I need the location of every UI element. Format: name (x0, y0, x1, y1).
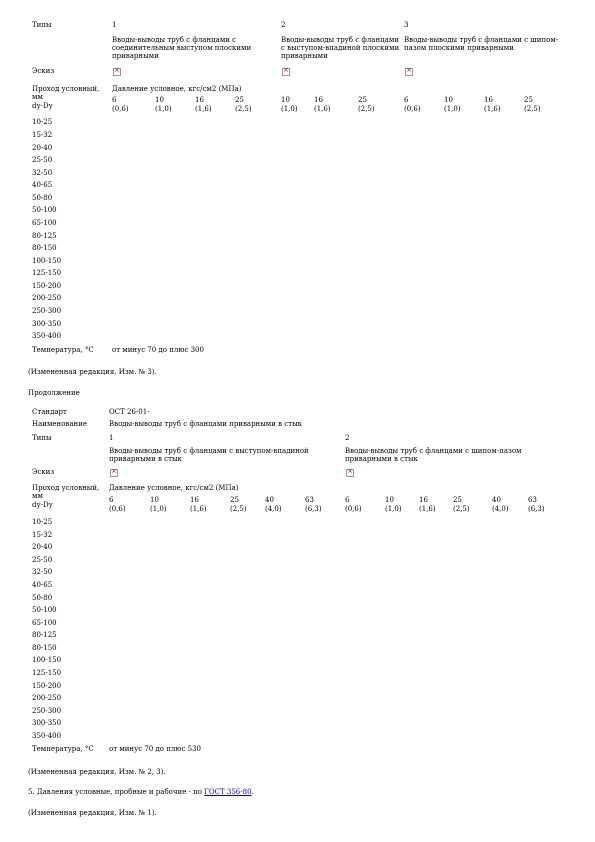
mpa-value: (1,6) (195, 105, 212, 113)
pressure-value: 25 (235, 96, 244, 104)
name-value: Вводы-выводы труб с фланцами приварными в стык (109, 420, 303, 428)
pressure-value: 25 (453, 496, 462, 504)
table-row: 200-250 (32, 694, 62, 702)
mpa-value: (4,0) (492, 505, 509, 513)
temperature-label: Температура, °С (32, 745, 94, 753)
pressure-value: 16 (419, 496, 428, 504)
type-number: 1 (112, 21, 117, 29)
mpa-value: (4,0) (265, 505, 282, 513)
pressure-value: 63 (528, 496, 537, 504)
pressure-value: 63 (305, 496, 314, 504)
pressure-label: Давление условное, кгс/см2 (МПа) (112, 85, 242, 93)
table-row: 10-25 (32, 118, 53, 126)
type-description: Вводы-выводы труб с фланцами с выступом-впадиной плоскими приварными (281, 36, 400, 61)
type-number: 1 (109, 434, 114, 442)
broken-image-icon (405, 68, 413, 76)
type-number: 3 (404, 21, 409, 29)
pressure-value: 25 (358, 96, 367, 104)
table-row: 350-400 (32, 332, 62, 340)
mpa-value: (0,6) (404, 105, 421, 113)
change-note: (Измененная редакция, Изм. № 2, 3). (28, 768, 166, 776)
mpa-value: (2,5) (358, 105, 375, 113)
table-row: 32-50 (32, 169, 53, 177)
mpa-value: (1,0) (444, 105, 461, 113)
change-note: (Измененная редакция, Изм. № 3). (28, 368, 157, 376)
mpa-value: (0,6) (345, 505, 362, 513)
table-row: 350-400 (32, 732, 62, 740)
mpa-value: (1,6) (190, 505, 207, 513)
pressure-value: 10 (444, 96, 453, 104)
type-description: Вводы-выводы труб с фланцами с шипом-пазом приварными в стык (345, 447, 522, 464)
pressure-value: 10 (385, 496, 394, 504)
table-row: 40-65 (32, 581, 53, 589)
table-row: 15-32 (32, 531, 53, 539)
table-row: 100-150 (32, 656, 62, 664)
mpa-value: (1,0) (385, 505, 402, 513)
broken-image-icon (282, 68, 290, 76)
table-row: 125-150 (32, 269, 62, 277)
table-row: 200-250 (32, 294, 62, 302)
table-row: 50-80 (32, 194, 53, 202)
pressure-value: 25 (524, 96, 533, 104)
continuation-label: Продолжение (28, 389, 80, 397)
pressure-value: 10 (150, 496, 159, 504)
change-note: (Измененная редакция, Изм. № 1). (28, 809, 157, 817)
pressure-value: 16 (314, 96, 323, 104)
table-row: 80-125 (32, 232, 57, 240)
standard-label: Стандарт (32, 408, 67, 416)
type-number: 2 (281, 21, 286, 29)
type-description: Вводы-выводы труб с фланцами с выступом-впадиной приварными в стык (109, 447, 309, 464)
table-row: 125-150 (32, 669, 62, 677)
mpa-value: (2,5) (524, 105, 541, 113)
types-label: Типы (32, 21, 52, 29)
mpa-value: (1,0) (150, 505, 167, 513)
table-row: 250-300 (32, 707, 62, 715)
type-description: Вводы-выводы труб с фланцами с соединительным выступом плоскими приварными (112, 36, 252, 61)
pressure-value: 10 (155, 96, 164, 104)
table-row: 25-50 (32, 156, 53, 164)
table-row: 150-200 (32, 282, 62, 290)
temperature-value: от минус 70 до плюс 530 (109, 745, 201, 753)
pressure-value: 10 (281, 96, 290, 104)
pressure-value: 40 (265, 496, 274, 504)
item-5-end: . (251, 788, 254, 796)
table-row: 15-32 (32, 131, 53, 139)
item-5-text: 5. Давления условные, пробные и рабочие - по (28, 788, 205, 796)
table-row: 100-150 (32, 257, 62, 265)
pressure-value: 6 (345, 496, 350, 504)
mpa-value: (1,6) (314, 105, 331, 113)
mpa-value: (2,5) (230, 505, 247, 513)
table-row: 80-125 (32, 631, 57, 639)
pressure-value: 16 (484, 96, 493, 104)
gost-link[interactable]: ГОСТ 356-80 (204, 788, 252, 796)
mpa-value: (1,6) (419, 505, 436, 513)
dy-label: dу-Dу (32, 102, 53, 110)
dy-label: dу-Dу (32, 501, 53, 509)
table-row: 150-200 (32, 682, 62, 690)
mpa-value: (1,0) (155, 105, 172, 113)
broken-image-icon (110, 469, 118, 477)
mpa-value: (6,3) (305, 505, 322, 513)
table-row: 10-25 (32, 518, 53, 526)
passage-label: Проход условный, мм (32, 85, 100, 102)
table-row: 25-50 (32, 556, 53, 564)
pressure-value: 16 (195, 96, 204, 104)
mpa-value: (6,3) (528, 505, 545, 513)
pressure-value: 6 (109, 496, 114, 504)
pressure-label: Давление условное, кгс/см2 (МПа) (109, 484, 239, 492)
table-row: 300-350 (32, 320, 62, 328)
table-row: 65-100 (32, 219, 57, 227)
table-row: 300-350 (32, 719, 62, 727)
pressure-value: 25 (230, 496, 239, 504)
item-5-paragraph (28, 788, 254, 796)
table-row: 80-150 (32, 644, 57, 652)
table-row: 50-100 (32, 206, 57, 214)
table-row: 32-50 (32, 568, 53, 576)
standard-value: ОСТ 26-01- (109, 408, 150, 416)
mpa-value: (0,6) (112, 105, 129, 113)
table-row: 20-40 (32, 543, 53, 551)
types-label: Типы (32, 434, 52, 442)
temperature-label: Температура, °С (32, 346, 94, 354)
mpa-value: (2,5) (235, 105, 252, 113)
pressure-value: 40 (492, 496, 501, 504)
mpa-value: (1,6) (484, 105, 501, 113)
type-number: 2 (345, 434, 350, 442)
sketch-label: Эскиз (32, 67, 55, 75)
pressure-value: 6 (112, 96, 117, 104)
table-row: 65-100 (32, 619, 57, 627)
mpa-value: (0,6) (109, 505, 126, 513)
table-row: 80-150 (32, 244, 57, 252)
mpa-value: (2,5) (453, 505, 470, 513)
table-row: 20-40 (32, 144, 53, 152)
pressure-value: 16 (190, 496, 199, 504)
table-row: 40-65 (32, 181, 53, 189)
broken-image-icon (113, 68, 121, 76)
table-row: 50-80 (32, 594, 53, 602)
table-row: 250-300 (32, 307, 62, 315)
temperature-value: от минус 70 до плюс 300 (112, 346, 204, 354)
sketch-label: Эскиз (32, 468, 55, 476)
type-description: Вводы-выводы труб с фланцами с шипом-пазом плоскими приварными (404, 36, 559, 53)
broken-image-icon (346, 469, 354, 477)
mpa-value: (1,0) (281, 105, 298, 113)
passage-label: Проход условный, мм (32, 484, 100, 501)
pressure-value: 6 (404, 96, 409, 104)
name-label: Наименование (32, 420, 87, 428)
table-row: 50-100 (32, 606, 57, 614)
